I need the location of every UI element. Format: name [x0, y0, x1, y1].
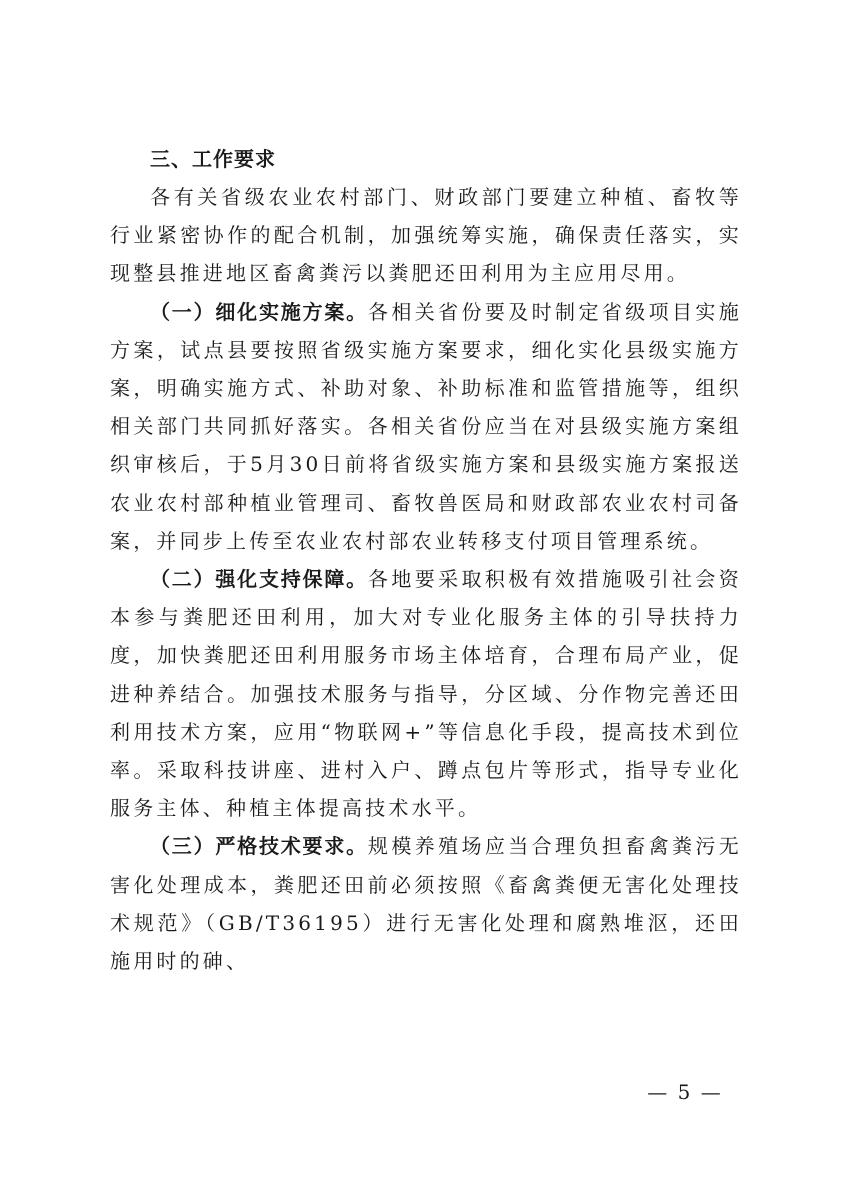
page-content: [110, 140, 742, 980]
section-heading: 三、工作要求: [150, 147, 276, 171]
item-lead-3: （三）严格技术要求。: [150, 834, 368, 859]
intro-paragraph: 各有关省级农业农村部门、财政部门要建立种植、畜牧等行业紧密协作的配合机制，加强统筹实施，确保责任落实，实现整县推进地区畜禽粪污以粪肥还田利用为主应用尽用。: [110, 185, 742, 286]
item-lead-1: （一）细化实施方案。: [150, 299, 368, 324]
item-paragraph-3: [110, 827, 742, 980]
item-paragraph-1: [110, 293, 742, 560]
item-body-1: 各相关省份要及时制定省级项目实施方案，试点县要按照省级实施方案要求，细化实化县级实施方案，明确实施方式、补助对象、补助标准和监管措施等，组织相关部门共同抓好落实。各相关省份应当在对县级实施方案组织审核后，于5月30日前将省级实施方案和县级实施方案报送农业农村部种植业管理司、畜牧兽医局和财政部农业农村司备案，并同步上传至农业农村部农业转移支付项目管理系统。: [110, 299, 742, 553]
page-number: — 5 —: [647, 1080, 723, 1104]
item-body-2: 各地要采取积极有效措施吸引社会资本参与粪肥还田利用，加大对专业化服务主体的引导扶持力度，加快粪肥还田利用服务市场主体培育，合理布局产业，促进种养结合。加强技术服务与指导，分区域、分作物完善还田利用技术方案，应用“物联网+”等信息化手段，提高技术到位率。采取科技讲座、进村入户、蹲点包片等形式，指导专业化服务主体、种植主体提高技术水平。: [110, 567, 742, 821]
item-lead-2: （二）强化支持保障。: [150, 567, 368, 592]
item-body-3: 规模养殖场应当合理负担畜禽粪污无害化处理成本，粪肥还田前必须按照《畜禽粪便无害化处理技术规范》（GB/T36195）进行无害化处理和腐熟堆沤，还田施用时的砷、: [110, 834, 742, 974]
item-paragraph-2: [110, 560, 742, 827]
